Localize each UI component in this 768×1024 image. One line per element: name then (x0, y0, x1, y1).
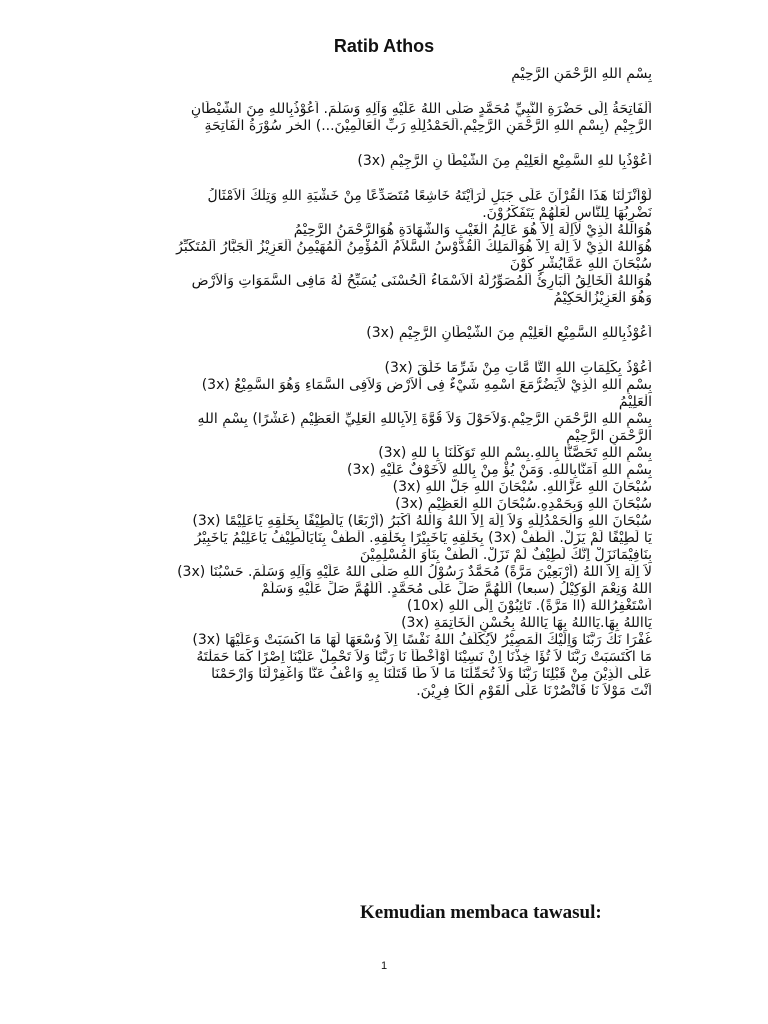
text-line: غُفْرَا نَكَ رَبَّنَا وَاِلَيْكَ الْمَصِيْرُ لاَيُكَلِّفُ اللهُ نَفْسًا اِلاَّ وُسْعَهَا لَهَا مَا اكْسَبَتْ وَعَلَيْهَا (3x) (192, 632, 652, 648)
text-line: الرَّحْمَنِ الرَّحِيْمِ (566, 428, 652, 444)
arabic-text-body (120, 66, 652, 700)
text-line: اللهُ وَنِعْمَ الْوَكِيْلُ (سبعا) اَللّٰهُمَّ صَلِّ عَلَى مُحَمَّدٍ. اَللّٰهُمَّ صَلِّ عَلَيْهِ وَسَلِّمْ (260, 581, 652, 597)
text-line: بِسْمِ اللهِ آمَنَّابِاللهِ. وَمَنْ يُؤْ مِنْ بِاللهِ لاَخَوْفٌ عَلَيْهِ (3x) (347, 462, 652, 478)
text-line: بِسْمِ اللهِ الَّذِيْ لاَيَضُرُّمَعَ اسْمِهِ شَيْءٌ فِى اْلاَرْضِ وَلاَفِى السَّمَاءِ وَهُوَ السَّمِيْعُ (3x) (201, 377, 652, 393)
page-title: Ratib Athos (333, 36, 435, 56)
spacer (120, 342, 652, 360)
text-line: نَضْرِبُهَا لِلنَّاسِ لَعَلَّهُمْ يَتَفَكَّرُوْنَ. (482, 205, 652, 221)
spacer (120, 83, 652, 101)
text-line: الرَّجِيْمِ (بِسْمِ اللهِ الرَّحْمَنِ الرَّحِيْمِ.اَلْحَمْدُلِلّٰهِ رَبِّ الْعَالَمِيْنَ...) الخر سُوْرَةُ الْفَاتِحَةِ (204, 118, 652, 134)
text-line: لاَ اِلَهَ اِلاَّ اللهُ (اَرْبَعِيْنَ مَرَّةً) مُحَمَّدٌ رَسُوْلُ اللهِ صَلَّى اللهُ عَلَيْهِ وَآلِهِ وَسَلَّمَ. حَسْبُنَا (3x) (177, 564, 652, 580)
text-line: عَلَى الَّذِيْنَ مِنْ قَبْلِنَا رَبَّنَا وَلاَ تُحَمِّلْنَا مَا لاَ طَا قَتَلَنَا بِهِ وَاعْفُ عَنَّا وَاغْفِرْلَنَا وَارْحَمْنَا (211, 666, 652, 682)
text-line: بِسْمِ اللهِ تَحَصَّنَّا بِاللهِ.بِسْمِ اللهِ تَوَكَّلْنَا بِا للهِ (3x) (378, 445, 652, 461)
text-line: اَعُوْذُبِا للهِ السَّمِيْعِ الْعَلِيْمِ مِنَ الشَّيْطَا نِ الرَّجِيْمِ (3x) (357, 153, 652, 169)
text-line: اَسْتَغْفِرُاللهَ (اا مَرَّةً). تَائِبُوْنَ اِلَى اللهِ (10x) (406, 598, 652, 614)
text-line: بِنَافِيْمَانَزَلْ اِنَّكَ لَطِيْفٌ لَمْ تَزَلْ. اُلْطُفْ بِنَاوَ الْمُسْلِمِيْنَ (359, 547, 652, 563)
text-line: سُبْحَانَ اللهِ عَزَّاللهِ. سُبْحَانَ اللهِ جَلَّ اللهِ (3x) (392, 479, 652, 495)
text-line: سُبْحَانَ اللهِ وَالْحَمْدُلِلّٰهِ وَلاَ اِلَهَ اِلاَّ اللهُ وَاللهُ اَكْبَرُ (اَرْبَعًا) يَالَطِيْفًا بِخَلْقِهِ يَاعَلِيْمًا (3x) (192, 513, 652, 529)
basmalah-line: بِسْمِ اللهِ الرَّحْمَنِ الرَّحِيْمِ (511, 66, 652, 82)
spacer (120, 307, 652, 325)
page-number: 1 (380, 960, 388, 972)
text-line: اَنْتَ مَوْلاَ نَا فَانْصُرْنَا عَلَى اْلقَوْمِ اْلكَا فِرِيْنَ. (416, 683, 652, 699)
text-line: بِسْمِ اللهِ الرَّحْمَنِ الرَّحِيْمِ.وَلاَحَوْلَ وَلاَ قُوَّةَ اِلاَّبِاللهِ الْعَلِيِّ الْعَظِيْمِ (عَشْرًا) بِسْمِ اللهِ (197, 411, 652, 427)
text-line: هُوَاللهُ الَّذِيْ لاَ اِلَهَ اِلاَّ هُوَاَلْمَلِكُ اَلْقُدُّوْسُ السَّلاَمُ اَلْمُؤْمِنُ اَلْمُهَيْمِنُ اَلْعَزِيْزُ اَلْجَبَّارُ اَلْمُتَكَبِّرُ (176, 239, 652, 255)
text-line: يَااللهُ بِهَا.يَااللهُ بِهَا يَااللهُ بِحُسْنِ الْخَاتِمَةِ (3x) (401, 615, 652, 631)
text-line: اَلْفَاتِحَةُ اِلَى حَضْرَةِ النَّبِيِّ مُحَمَّدٍ صَلَّى اللهُ عَلَيْهِ وَآلِهِ وَسَلَّمَ. اَعُوْذُبِاللهِ مِنَ الشَّيْطَانِ (190, 101, 652, 117)
text-line: مَا اكْتَسَبَتْ رَبَّنَا لاَ تُؤَا خِذْنَا اِنْ نَسِيْنَا اَوْاَخْطَأْ نَا رَبَّنَا وَلاَ تَحْمِلْ عَلَيْنَا اِصْرًا كَمَا حَمَلْتَهُ (196, 649, 652, 665)
text-line: اَعُوْذُ بِكَلِمَاتِ اللهِ التَّا مَّاتِ مِنْ شَرِّمَا خَلَقَ (3x) (384, 360, 652, 376)
text-line: وَهُوَ الْعَزِيْزُالْحَكِيْمُ (553, 290, 652, 306)
text-line: يَا لَطِيْفًا لَمْ يَزَلْ. اُلْطُفْ (3x) بِخَلْقِهِ يَاخَبِيْرًا بِخَلْقِهِ. اُلْطُفْ بِنَايَالَطِيْفُ يَاعَلِيْمُ يَاخَبِيْرُ (194, 530, 652, 546)
text-line: لَوْاَنْزَلْنَا هَذَا الْقُرْآنَ عَلَى جَبَلٍ لَرَاَيْتَهُ خَاشِعًا مُتَصَدِّعًا مِنْ خَشْيَةِ اللهِ وَتِلْكَ اْلاَمْثَالُ (207, 188, 652, 204)
text-line: هُوَاللهُ الَّذِيْ لاَاِلَهَ اِلاَّ هُوَ عَالِمُ الْغَيْبِ وَالشَّهَادَةِ هُوَالرَّحْمَنُ الرَّحِيْمُ (293, 222, 652, 238)
text-line: سُبْحَانَ اللهِ وَبِحَمْدِهِ.سُبْحَانَ اللهِ الْعَظِيْمِ (3x) (395, 496, 652, 512)
text-line: اَعُوْذُبِاللهِ السَّمِيْعِ الْعَلِيْمِ مِنَ الشَّيْطَانِ الرَّجِيْمِ (3x) (366, 325, 652, 341)
text-line: هُوَاللهُ اَلْخَالِقُ اَلْبَارِئُ اَلْمُصَوِّرُلَهُ اْلاَسْمَاءُ اَلْحُسْنَى يُسَبِّحُ لَهُ مَافِى السَّمَوَاتِ وَاْلاَرْضِ (191, 273, 652, 289)
tawasul-heading: Kemudian membaca tawasul: (360, 902, 602, 923)
text-line: الْعَلِيْمُ (618, 394, 652, 410)
spacer (120, 135, 652, 153)
text-line: سُبْحَانَ اللهِ عَمَّايُشْرِ كُوْنَ (509, 256, 652, 272)
spacer (120, 170, 652, 188)
